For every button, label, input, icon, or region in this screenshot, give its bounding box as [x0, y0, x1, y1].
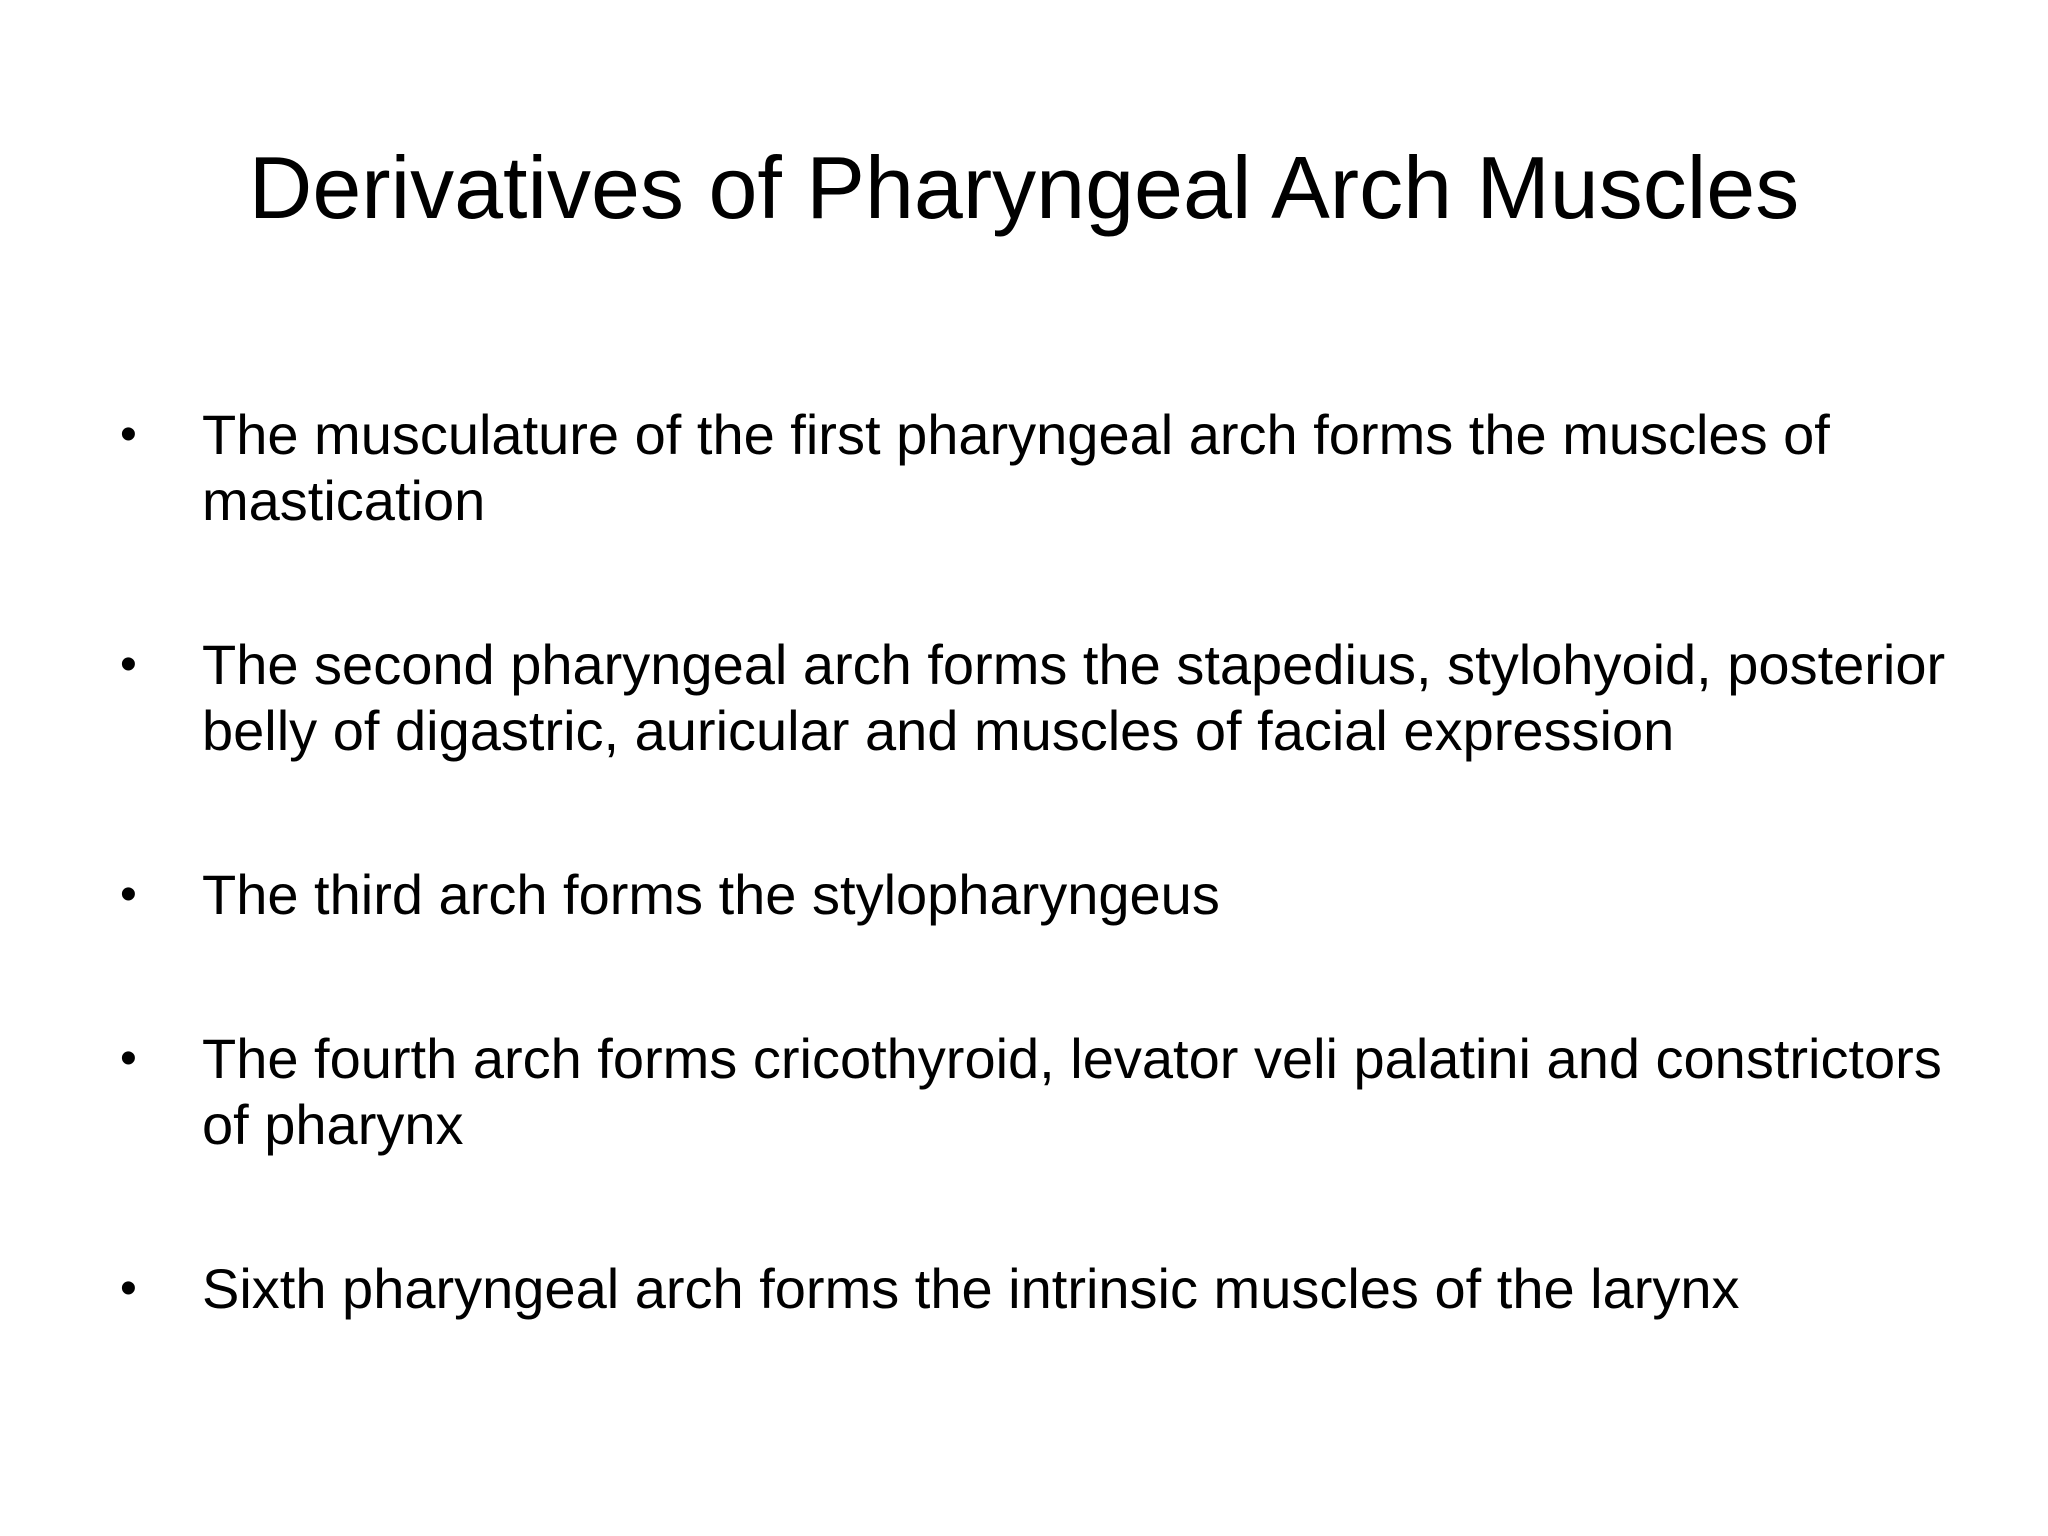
- bullet-text: The third arch forms the stylopharyngeus: [202, 863, 1220, 926]
- bullet-item: [120, 1256, 1960, 1322]
- bullet-icon: •: [120, 408, 137, 461]
- bullet-icon: •: [120, 1032, 137, 1085]
- slide-title: Derivatives of Pharyngeal Arch Muscles: [248, 138, 1800, 237]
- bullet-text: The second pharyngeal arch forms the stapedius, stylohyoid, posterior belly of digastric, auricular and muscles of facial expression: [202, 633, 1946, 762]
- bullet-list: [120, 402, 1960, 1420]
- bullet-item: [120, 862, 1960, 928]
- bullet-item: [120, 1026, 1960, 1158]
- bullet-icon: •: [120, 1262, 137, 1315]
- bullet-item: [120, 402, 1960, 534]
- bullet-text: The musculature of the first pharyngeal arch forms the muscles of mastication: [202, 403, 1830, 532]
- bullet-text: Sixth pharyngeal arch forms the intrinsic muscles of the larynx: [202, 1257, 1740, 1320]
- bullet-icon: •: [120, 638, 137, 691]
- bullet-text: The fourth arch forms cricothyroid, levator veli palatini and constrictors of pharynx: [202, 1027, 1942, 1156]
- bullet-icon: •: [120, 868, 137, 921]
- bullet-item: [120, 632, 1960, 764]
